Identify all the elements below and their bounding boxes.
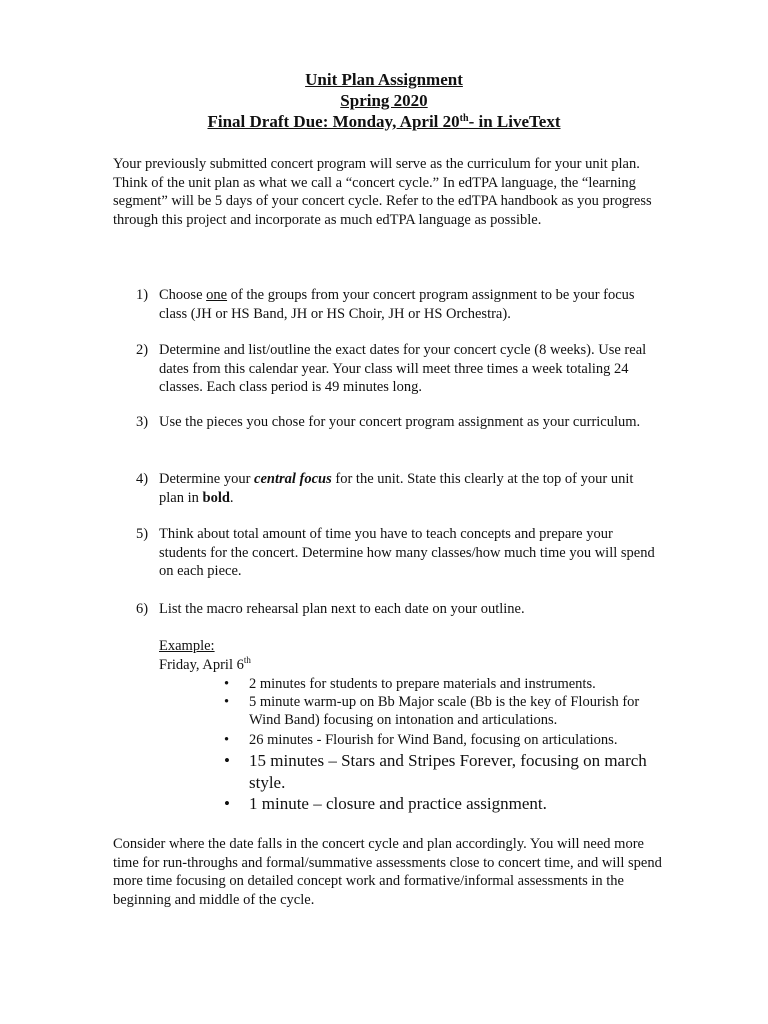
step-text: List the macro rehearsal plan next to each date on your outline.	[159, 601, 525, 617]
bullet-text: 5 minute warm-up on Bb Major scale (Bb is the key of Flourish for Wind Band) focusing on intonation and articulations.	[249, 694, 640, 729]
step-number: 1)	[136, 287, 149, 303]
due-date-line	[0, 111, 768, 132]
step-number: 6)	[136, 601, 149, 617]
step-text-part: for the unit. State this clearly at the top of your unit plan in	[159, 471, 634, 506]
bullet-icon: •	[224, 732, 230, 748]
due-date-text: Final Draft Due: Monday, April 20	[207, 112, 460, 131]
step-text	[159, 286, 659, 323]
page-title: Unit Plan Assignment	[305, 70, 463, 89]
example-date-text: Friday, April 6	[159, 656, 244, 673]
step-text: Think about total amount of time you have to teach concepts and prepare your students for the concert. Determine how many classes/how much time you will spend on each piece.	[159, 526, 655, 580]
step-number: 2)	[136, 342, 149, 358]
bullet-icon: •	[224, 751, 230, 770]
example-label: Example:	[159, 638, 215, 654]
title-block	[0, 69, 768, 132]
example-date	[159, 656, 251, 675]
due-date-ordinal: th	[459, 113, 469, 124]
step-text-part: Choose	[159, 287, 207, 303]
step-text: Use the pieces you chose for your concert program assignment as your curriculum.	[159, 414, 641, 430]
step-number: 4)	[136, 471, 149, 487]
example-date-ordinal: th	[243, 654, 251, 665]
due-date-location: - in LiveText	[468, 112, 561, 131]
step-text-part: Determine your	[159, 471, 255, 487]
intro-paragraph: Your previously submitted concert program will serve as the curriculum for your unit plan. Think of the unit plan as what we call a “concert cycle.” In edTPA language, the “learning segment” will be 5 days of your concert cycle. Refer to the edTPA handbook as you progress through this project and incorporate as much edTPA language as possible.	[113, 156, 652, 228]
step-text	[159, 470, 659, 507]
bold-term: bold	[202, 489, 230, 506]
bullet-icon: •	[224, 676, 230, 692]
step-text-part: of the groups from your concert program assignment to be your focus class (JH or HS Band, JH or HS Choir, JH or HS Orchestra).	[159, 287, 635, 322]
step-number: 3)	[136, 414, 149, 430]
step-text-part: .	[229, 489, 234, 506]
bullet-text: 2 minutes for students to prepare materials and instruments.	[249, 676, 596, 692]
bullet-text: 15 minutes – Stars and Stripes Forever, focusing on march style.	[249, 751, 647, 792]
bullet-text: 26 minutes - Flourish for Wind Band, focusing on articulations.	[249, 732, 618, 748]
closing-paragraph: Consider where the date falls in the concert cycle and plan accordingly. You will need more time for run-throughs and formal/summative assessments close to concert time, and will spend more time focusing on detailed concept work and formative/informal assessments in the beginning and middle of the cycle.	[113, 836, 662, 908]
term-label: Spring 2020	[340, 91, 428, 110]
central-focus-term: central focus	[254, 471, 332, 487]
step-emphasis: one	[206, 287, 228, 303]
example-block	[159, 637, 251, 674]
bullet-icon: •	[224, 794, 230, 813]
step-text: Determine and list/outline the exact dates for your concert cycle (8 weeks). Use real dates from this calendar year. Your class will meet three times a week totaling 24 classes. Each class period is 49 minutes long.	[159, 342, 647, 396]
bullet-text: 1 minute – closure and practice assignment.	[249, 794, 547, 813]
step-number: 5)	[136, 526, 149, 542]
bullet-icon: •	[224, 694, 230, 710]
